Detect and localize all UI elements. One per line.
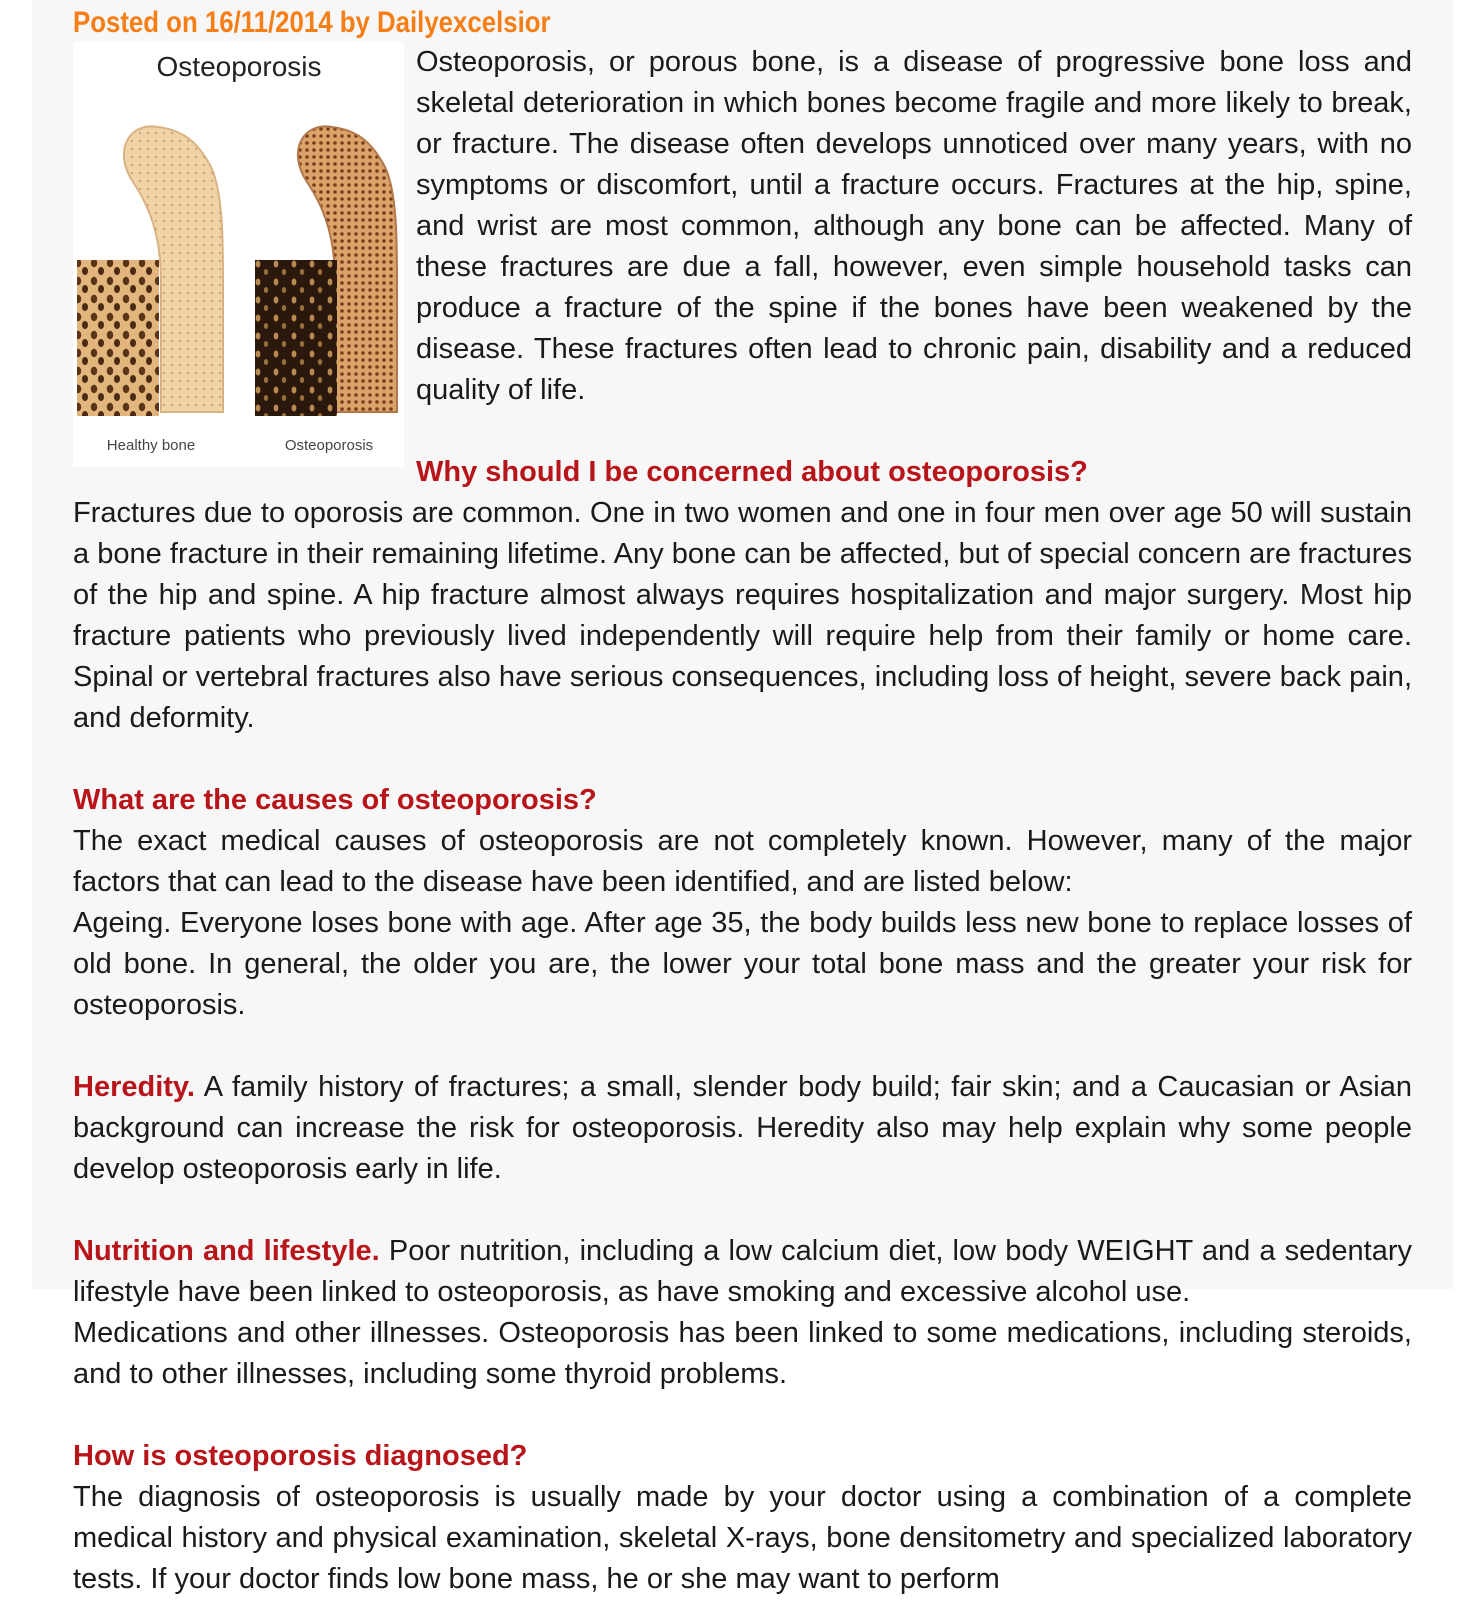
nutrition-lead: Nutrition and lifestyle.	[73, 1235, 380, 1267]
post-meta[interactable]: Posted on 16/11/2014 by Dailyexcelsior	[73, 6, 551, 39]
healthy-bone-caption: Healthy bone	[106, 437, 196, 454]
spacer	[73, 1026, 1412, 1067]
ageing-paragraph: Ageing. Everyone loses bone with age. After age 35, the body builds less new bone to replace losses of old bone. In general, the older you are, the lower your total bone mass and the greater your risk for osteoporosis.	[73, 907, 1412, 1021]
osteoporosis-bone-closeup	[255, 260, 337, 416]
nutrition-paragraph	[73, 1231, 1412, 1313]
article-panel	[32, 0, 1454, 1595]
figure-title: Osteoporosis	[156, 51, 322, 82]
healthy-bone-closeup	[77, 260, 159, 416]
nutrition-text: Poor nutrition, including a low calcium diet, low body WEIGHT and a sedentary lifestyle have been linked to osteoporosis, as have smoking and excessive alcohol use.	[73, 1235, 1412, 1308]
heredity-lead: Heredity.	[73, 1071, 195, 1103]
heredity-text: A family history of fractures; a small, slender body build; fair skin; and a Caucasian or Asian background can increase the risk for osteoporosis. Heredity also may help explain why some people develop osteoporosis early in life.	[73, 1071, 1412, 1185]
concern-heading: Why should I be concerned about osteoporosis?	[416, 456, 1088, 488]
causes-heading: What are the causes of osteoporosis?	[73, 784, 597, 816]
intro-paragraph: Osteoporosis, or porous bone, is a disease of progressive bone loss and skeletal deterioration in which bones become fragile and more likely to break, or fracture. The disease often develops unnoticed over many years, with no symptoms or discomfort, until a fracture occurs. Fractures at the hip, spine, and wrist are most common, although any bone can be affected. Many of these fractures are due a fall, however, even simple household tasks can produce a fracture of the spine if the bones have been weakened by the disease. These fractures often lead to chronic pain, disability and a reduced quality of life.	[416, 46, 1412, 406]
heredity-paragraph	[73, 1067, 1412, 1190]
diagnosis-paragraph: The diagnosis of osteoporosis is usually made by your doctor using a combination of a complete medical history and physical examination, skeletal X-rays, bone densitometry and specialized laboratory tests. If your doctor finds low bone mass, he or she may want to perform	[73, 1481, 1412, 1595]
concern-paragraph: Fractures due to oporosis are common. One in two women and one in four men over age 50 will sustain a bone fracture in their remaining lifetime. Any bone can be affected, but of special concern are fractures of the hip and spine. A hip fracture almost always requires hospitalization and major surgery. Most hip fracture patients who previously lived independently will require help from their family or home care. Spinal or vertebral fractures also have serious consequences, including loss of height, severe back pain, and deformity.	[73, 497, 1412, 734]
medications-paragraph: Medications and other illnesses. Osteoporosis has been linked to some medications, including steroids, and to other illnesses, including some thyroid problems.	[73, 1317, 1412, 1390]
osteoporosis-caption: Osteoporosis	[284, 437, 374, 454]
article-content	[73, 0, 1412, 1600]
spacer	[73, 1190, 1412, 1231]
osteoporosis-illustration	[73, 42, 404, 467]
diagnosis-heading: How is osteoporosis diagnosed?	[73, 1440, 528, 1472]
causes-paragraph: The exact medical causes of osteoporosis are not completely known. However, many of the major factors that can lead to the disease have been identified, and are listed below:	[73, 825, 1412, 898]
spacer	[73, 1395, 1412, 1436]
spacer	[73, 739, 1412, 780]
